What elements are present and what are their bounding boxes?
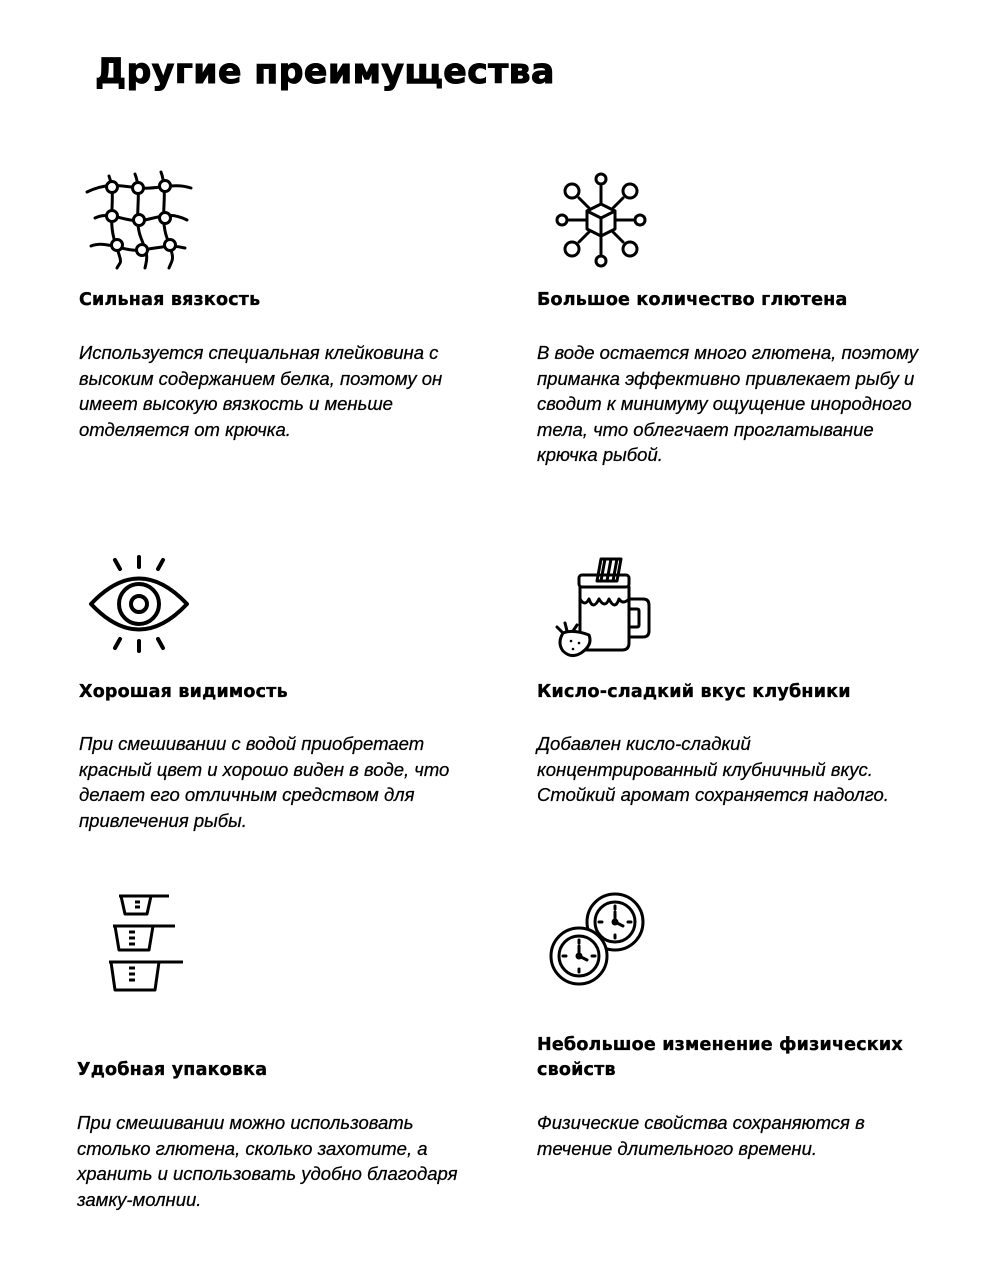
two-clocks-icon: [549, 890, 649, 990]
feature-title: Удобная упаковка: [77, 1060, 268, 1080]
feature-description: Добавлен кисло-сладкий концентрированный клубничный вкус. Стойкий аромат сохраняется надолго.: [537, 733, 889, 805]
feature-description: В воде остается много глютена, поэтому приманка эффективно привлекает рыбу и сводит к минимуму ощущение инородного тела, что облегчает проглатывание крючка рыбой.: [537, 342, 919, 465]
feature-title: Небольшое изменение физических свойств: [537, 1035, 903, 1080]
feature-description: При смешивании с водой приобретает красный цвет и хорошо виден в воде, что делает его отличным средством для привлечения рыбы.: [79, 733, 450, 831]
measuring-cups-icon: [107, 890, 191, 998]
mesh-net-icon: [87, 168, 191, 272]
molecule-cube-icon: [549, 168, 653, 272]
feature-description: Физические свойства сохраняются в течение длительного времени.: [537, 1112, 865, 1159]
strawberry-smoothie-jar-icon: [549, 555, 653, 659]
page-title: Другие преимущества: [95, 52, 555, 92]
feature-description: Используется специальная клейковина с высоким содержанием белка, поэтому он имеет высокую вязкость и меньше отделяется от крючка.: [79, 342, 443, 440]
eye-icon: [87, 555, 191, 655]
feature-description: При смешивании можно использовать столько глютена, сколько захотите, а хранить и использовать удобно благодаря замку-молнии.: [77, 1112, 458, 1210]
feature-title: Хорошая видимость: [79, 682, 288, 702]
feature-title: Большое количество глютена: [537, 290, 848, 310]
feature-title: Сильная вязкость: [79, 290, 261, 310]
feature-title: Кисло-сладкий вкус клубники: [537, 682, 851, 702]
